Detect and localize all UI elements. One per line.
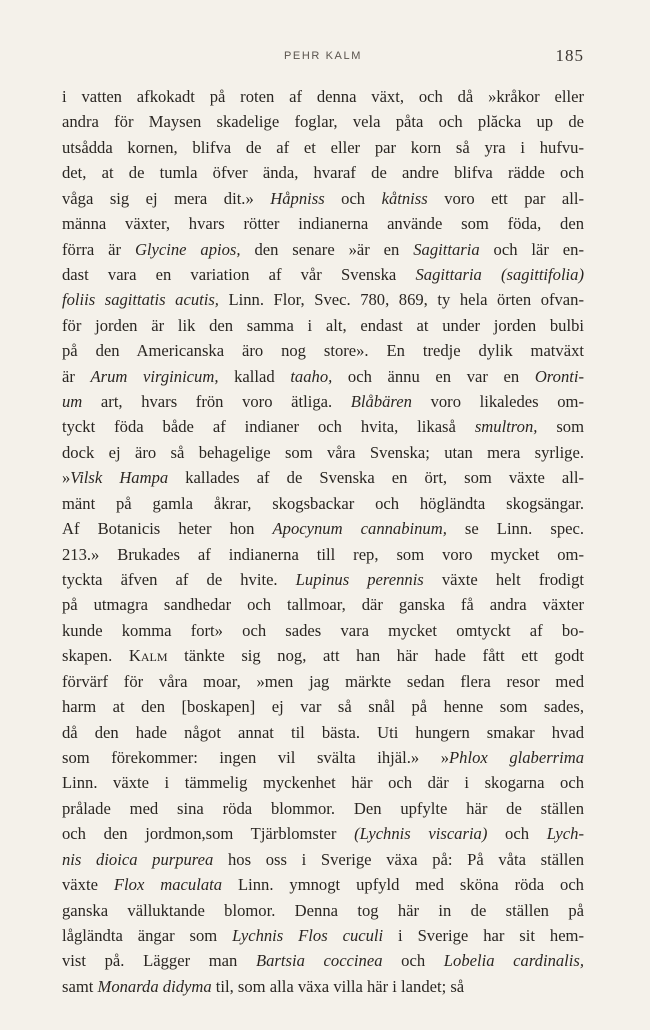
text-run: växte helt frodigt (423, 570, 584, 590)
text-run: kunde komma fort» och sades vara mycket omtyckt af bo- (62, 620, 584, 640)
text-run: Linn. ymnogt upfyld med sköna röda och (222, 875, 584, 895)
body-text (62, 84, 584, 999)
text-line (62, 796, 584, 821)
text-line (62, 440, 584, 465)
text-line (62, 770, 584, 795)
text-line (62, 847, 584, 872)
text-line (62, 923, 584, 948)
italic-term: Lych- (546, 824, 584, 844)
text-line (62, 516, 584, 541)
text-line (62, 135, 584, 160)
text-run: ganska välluktande blomor. Denna tog här in de ställen på (62, 900, 584, 920)
text-run: kallad (218, 366, 291, 386)
text-run: dast vara en variation af vår Svenska (62, 264, 416, 284)
text-line (62, 542, 584, 567)
italic-term: Monarda didyma (97, 976, 212, 996)
text-run: det, at de tumla öfver ända, hvaraf de andre blifva rädde och (62, 163, 584, 183)
text-line (62, 694, 584, 719)
italic-term: Flox maculata (113, 875, 223, 895)
text-run: förvärf för våra moar, »men jag märkte sedan flera resor med (62, 671, 584, 691)
text-run: skapen. (62, 646, 129, 666)
text-run: voro ett par all- (427, 188, 584, 208)
text-run: andra för Maysen skadelige foglar, vela påta och plăcka up de (62, 112, 584, 132)
text-run: se Linn. spec. (446, 519, 585, 539)
text-line (62, 872, 584, 897)
italic-term: Oronti- (534, 366, 584, 386)
text-run: och ännu en var en (332, 366, 535, 386)
text-run: är (62, 366, 91, 386)
italic-term: kåtniss (381, 188, 428, 208)
italic-term: smultron, (474, 417, 538, 437)
running-head-author: PEHR KALM (284, 50, 362, 62)
text-run: växte (62, 875, 114, 895)
text-run: våga sig ej mera dit.» (62, 188, 271, 208)
text-line (62, 821, 584, 846)
text-run: då den hade något annat til bästa. Uti hungern smakar hvad (62, 722, 584, 742)
italic-term: Glycine apios, (134, 239, 241, 259)
text-run: Linn. växte i tämmelig myckenhet här och där i skogarna och (62, 773, 584, 793)
italic-term: Blåbären (350, 392, 412, 412)
text-run: och den jordmon,som Tjärblomster (62, 824, 355, 844)
italic-term: Sagittaria (413, 239, 480, 259)
text-run: som (537, 417, 585, 437)
italic-term: nis dioica purpurea (62, 849, 214, 869)
text-run: vist på. Lägger man (62, 951, 256, 971)
running-head (62, 46, 584, 74)
text-line (62, 618, 584, 643)
text-run: och (382, 951, 444, 971)
text-line (62, 84, 584, 109)
italic-term: Vilsk Hampa (70, 468, 169, 488)
text-line (62, 898, 584, 923)
text-run: som förekommer: ingen vil svälta ihjäl.» » (62, 747, 450, 767)
italic-term: Arum virginicum, (90, 366, 219, 386)
text-run: utsådda kornen, blifva de af et eller par korn så yra i hufvu- (62, 137, 584, 157)
text-run: mänt på gamla åkrar, skogsbackar och högländta skogsängar. (62, 493, 584, 513)
text-line (62, 948, 584, 973)
text-run: 213.» Brukades af indianerna till rep, som voro mycket om- (62, 544, 584, 564)
text-line (62, 109, 584, 134)
text-line (62, 491, 584, 516)
text-run: til, som alla växa villa här i landet; så (211, 976, 465, 996)
text-run: Linn. Flor, Svec. 780, 869, ty hela örten ofvan- (218, 290, 584, 310)
text-line (62, 414, 584, 439)
italic-term: Sagittaria (sagittifolia) (415, 264, 584, 284)
text-line (62, 465, 584, 490)
text-line (62, 364, 584, 389)
text-run: männa växter, hvars rötter indianerna använde som föda, den (62, 214, 584, 234)
text-run: tänkte sig nog, att han här hade fått ett godt (167, 646, 584, 666)
italic-term: Lobelia cardinalis, (443, 951, 584, 971)
text-line (62, 720, 584, 745)
text-line (62, 567, 584, 592)
italic-term: um (62, 392, 83, 412)
text-line (62, 669, 584, 694)
text-line (62, 338, 584, 363)
small-caps-name: Kalm (128, 646, 168, 666)
italic-term: Lupinus perennis (295, 570, 424, 590)
text-run: på den Americanska äro nog store». En tredje dylik matväxt (62, 341, 584, 361)
text-run: i vatten afkokadt på roten af denna växt, och då »kråkor eller (62, 87, 584, 106)
italic-term: taaho, (290, 366, 333, 386)
text-run: art, hvars frön voro ätliga. (82, 392, 351, 412)
text-line (62, 287, 584, 312)
text-line (62, 592, 584, 617)
text-line (62, 313, 584, 338)
italic-term: Bartsia coccinea (256, 951, 383, 971)
page-number: 185 (555, 46, 584, 65)
italic-term: Apocynum cannabinum, (272, 519, 447, 539)
text-line (62, 643, 584, 668)
text-run: dock ej äro så behagelige som våra Svenska; utan mera syrlige. (62, 442, 584, 462)
italic-term: Håpniss (270, 188, 325, 208)
text-run: harm at den [boskapen] ej var så snål på henne som sades, (62, 697, 584, 717)
text-run: voro likaledes om- (411, 392, 584, 412)
text-run: Af Botanicis heter hon (62, 519, 273, 539)
italic-term: Lychnis Flos cuculi (232, 925, 384, 945)
text-run: förra är (62, 239, 135, 259)
text-run: på utmagra sandhedar och tallmoar, där ganska få andra växter (62, 595, 584, 615)
italic-term: foliis sagittatis acutis, (62, 290, 219, 310)
text-run: hos oss i Sverige växa på: På våta ställen (213, 849, 584, 869)
text-line (62, 211, 584, 236)
text-line (62, 237, 584, 262)
text-run: för jorden är lik den samma i alt, endast at under jorden bulbi (62, 315, 584, 335)
text-line (62, 974, 584, 999)
text-run: kallades af de Svenska en ört, som växte all- (168, 468, 584, 488)
text-run: och (324, 188, 382, 208)
text-line (62, 745, 584, 770)
text-run: tyckt föda både af indianer och hvita, likaså (62, 417, 475, 437)
text-run: samt (62, 976, 98, 996)
text-run: lågländta ängar som (62, 925, 233, 945)
text-run: tyckta äfven af de hvite. (62, 570, 296, 590)
text-run: och lär en- (479, 239, 584, 259)
text-run: prålade med sina röda blommor. Den upfylte här de ställen (62, 798, 584, 818)
text-line (62, 262, 584, 287)
text-line (62, 160, 584, 185)
italic-term: (Lychnis viscaria) (354, 824, 488, 844)
text-run: i Sverige har sit hem- (383, 925, 584, 945)
italic-term: Phlox glaberrima (449, 747, 584, 767)
text-run: och (487, 824, 547, 844)
text-line (62, 389, 584, 414)
text-run: » (62, 468, 71, 488)
text-line (62, 186, 584, 211)
text-run: den senare »är en (240, 239, 414, 259)
